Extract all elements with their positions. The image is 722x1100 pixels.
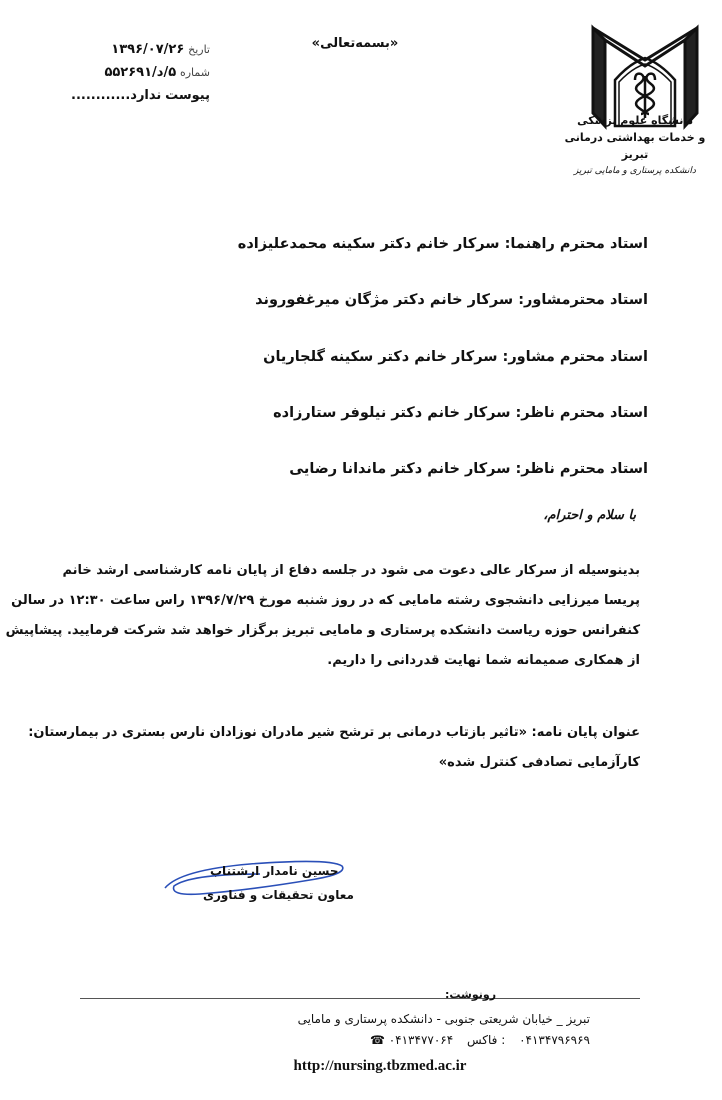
footer-contact — [100, 1033, 590, 1047]
footer-address: تبریز _ خیابان شریعتی جنوبی - دانشکده پرستاری و مامایی — [297, 1012, 590, 1026]
addressee-supervisor: استاد محترم راهنما: سرکار خانم دکتر سکینه محمدعلیزاده — [237, 236, 648, 252]
footer-divider — [80, 998, 640, 999]
body-line: پریسا میرزایی دانشجوی رشته مامایی که در روز شنبه مورخ ۱۳۹۶/۷/۲۹ راس ساعت ۱۲:۳۰ در سالن — [11, 593, 640, 608]
body-line: بدینوسیله از سرکار عالی دعوت می شود در جلسه دفاع از پایان نامه کارشناسی ارشد خانم — [62, 563, 640, 578]
addressee-observer-1: استاد محترم ناظر: سرکار خانم دکتر نیلوفر ستارزاده — [273, 405, 648, 421]
date-label: تاریخ — [188, 43, 210, 56]
phone-number: ۰۴۱۳۴۷۹۶۹۶۹ — [519, 1033, 590, 1047]
attachment-label: پیوست — [165, 88, 210, 103]
number-label: شماره — [179, 66, 210, 79]
basmala-heading: «بسمه‌تعالی» — [311, 36, 399, 51]
website-link[interactable]: http://nursing.tbzmed.ac.ir — [293, 1058, 467, 1074]
cc-label: رونوشت: — [445, 988, 497, 1001]
date-value: ۱۳۹۶/۰۷/۲۶ — [111, 42, 185, 57]
date-row — [30, 38, 210, 61]
invitation-paragraph — [5, 556, 640, 676]
signatory-name: حسین نامدار ارشتناب — [210, 864, 339, 878]
logo-caption — [560, 112, 710, 180]
telephone-icon: ☎ — [369, 1033, 385, 1047]
fax-number: ۰۴۱۳۴۷۷۰۶۴ — [388, 1033, 454, 1047]
thesis-line: کارآزمایی تصادفی کنترل شده» — [438, 755, 640, 770]
number-value: ۵/د/۵۵۲۶۹۱ — [104, 65, 177, 80]
thesis-title — [28, 718, 640, 778]
attachment-value: ندارد............ — [71, 88, 162, 103]
signatory-title: معاون تحقیقات و فناوری — [203, 888, 354, 902]
body-line: کنفرانس حوزه ریاست دانشکده پرستاری و مامایی تبریز برگزار خواهد شد شرکت فرمایید. پیشاپیش — [5, 623, 640, 638]
logo-line-1: دانشگاه علوم پزشکی — [577, 114, 693, 127]
thesis-line: عنوان پایان نامه: «تاثیر بازتاب درمانی بر ترشح شیر مادران نوزادان نارس بستری در بیمارستان: — [28, 725, 640, 740]
logo-line-2: و خدمات بهداشتی درمانی تبریز — [564, 131, 706, 161]
body-line: از همکاری صمیمانه شما نهایت قدردانی را داریم. — [327, 653, 640, 668]
addressee-advisor-2: استاد محترم مشاور: سرکار خانم دکتر سکینه گلجاریان — [263, 349, 648, 365]
number-row — [30, 61, 210, 84]
fax-label: : فاکس — [467, 1033, 506, 1047]
greeting: با سلام و احترام، — [543, 508, 636, 523]
addressee-advisor-1: استاد محترمشاور: سرکار خانم دکتر مژگان میرغفوروند — [255, 292, 648, 308]
addressee-observer-2: استاد محترم ناظر: سرکار خانم دکتر ماندانا رضایی — [289, 461, 648, 477]
logo-line-3: دانشکده پرستاری و مامایی تبریز — [574, 166, 696, 176]
letter-meta — [30, 38, 210, 107]
attachment-row — [30, 84, 210, 107]
